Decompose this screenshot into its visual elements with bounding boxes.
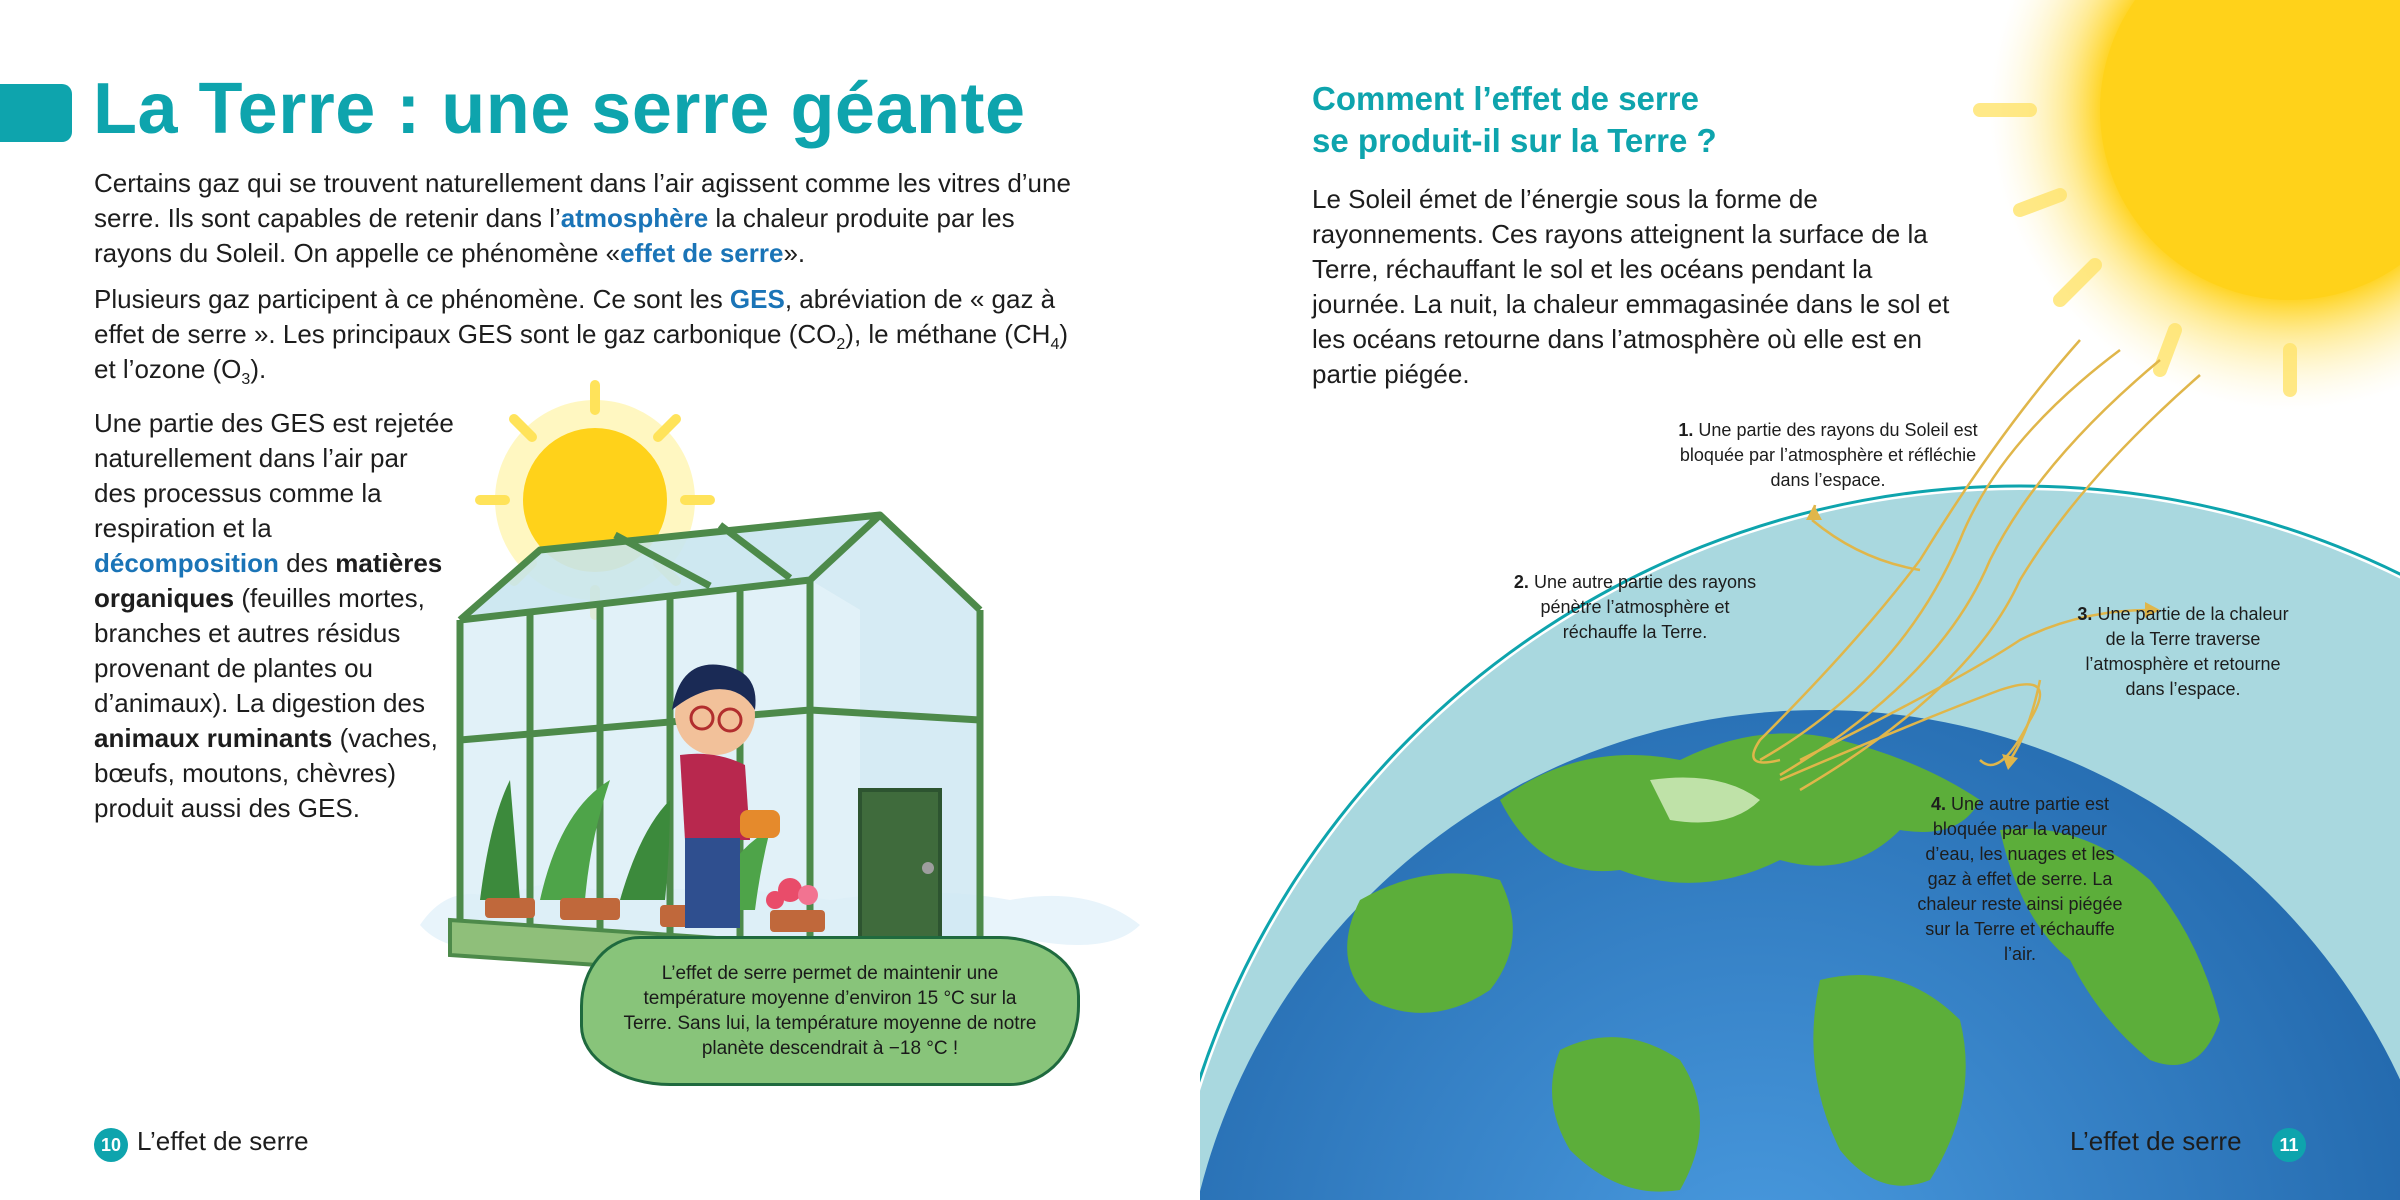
section-subtitle <box>1312 78 1717 162</box>
info-callout <box>580 936 1080 1086</box>
ges-text-5: ). <box>250 354 267 384</box>
annotation-1-text: Une partie des rayons du Soleil est bloquée par l’atmosphère et réfléchie dans l’espace. <box>1679 420 1978 490</box>
callout-text: L’effet de serre permet de maintenir une température moyenne d’environ 15 °C sur la Terre. Sans lui, la température moyenne de notre planète descendrait à −18 °C ! <box>623 963 1037 1059</box>
keyword-ges[interactable]: GES <box>729 284 785 314</box>
subtitle-line-2: se produit-il sur la Terre ? <box>1312 122 1717 159</box>
intro-text-3: ». <box>783 238 806 268</box>
annotation-1-number: 1. <box>1678 420 1694 440</box>
page-title: La Terre : une serre géante <box>93 69 1026 149</box>
annotation-3-text: Une partie de la chaleur de la Terre traverse l’atmosphère et retourne dans l’espace. <box>2085 604 2289 699</box>
annotation-2-number: 2. <box>1513 572 1529 592</box>
annotation-4-number: 4. <box>1930 794 1946 814</box>
explanation-paragraph: Le Soleil émet de l’énergie sous la forme de rayonnements. Ces rayons atteignent la surface de la Terre, réchauffant le sol et les océans pendant la journée. La nuit, la chaleur emmagasinée dans le sol et les océans retourne dans l’atmosphère où elle est en partie piégée. <box>1312 184 1950 389</box>
annotation-3 <box>2066 602 2300 702</box>
ges-text-4: ) et l’ozone (O <box>94 319 1069 384</box>
subscript-o3: 3 <box>241 371 251 388</box>
greenhouse-effect-diagram <box>1200 0 2400 1200</box>
sun-icon <box>1980 0 2400 410</box>
sources-paragraph <box>94 406 454 826</box>
ges-paragraph <box>94 282 1094 387</box>
annotation-4 <box>1912 792 2128 967</box>
ges-text-3: ), le méthane (CH <box>845 319 1051 349</box>
sources-text-1: Une partie des GES est rejetée naturellement dans l’air par des processus comme la respiration et la <box>94 408 454 543</box>
running-footer-label: L’effet de serre <box>2070 1126 2242 1156</box>
annotation-4-text: Une autre partie est bloquée par la vapeur d’eau, les nuages et les gaz à effet de serre. La chaleur reste ainsi piégée sur la Terre et réchauffe l’air. <box>1917 794 2123 964</box>
sources-text-2: des <box>278 548 336 578</box>
title-accent-bar <box>0 84 72 142</box>
bold-matieres-organiques: matières organiques <box>94 548 443 613</box>
intro-text-2: la chaleur produite par les rayons du Soleil. On appelle ce phénomène « <box>94 203 1015 268</box>
subtitle-line-1: Comment l’effet de serre <box>1312 80 1699 117</box>
intro-paragraph <box>94 166 1094 271</box>
ges-text-1: Plusieurs gaz participent à ce phénomène. Ce sont les <box>94 284 730 314</box>
annotation-2-text: Une autre partie des rayons pénètre l’atmosphère et réchauffe la Terre. <box>1528 572 1757 642</box>
page-number-badge: 11 <box>2272 1128 2306 1162</box>
sources-text-4: (vaches, bœufs, moutons, chèvres) produit aussi des GES. <box>94 723 438 823</box>
ges-text-2: , abréviation de « gaz à effet de serre ». Les principaux GES sont le gaz carbonique (CO <box>94 284 1056 349</box>
intro-text-1: Certains gaz qui se trouvent naturellement dans l’air agissent comme les vitres d’une serre. Ils sont capables de retenir dans l’ <box>94 168 1071 233</box>
annotation-1 <box>1658 418 1998 493</box>
annotation-3-number: 3. <box>2077 604 2093 624</box>
annotation-2 <box>1510 570 1760 645</box>
subscript-co2: 2 <box>836 336 846 353</box>
bold-animaux-ruminants: animaux ruminants <box>94 723 333 753</box>
subscript-ch4: 4 <box>1050 336 1060 353</box>
page-number-badge: 10 <box>94 1128 128 1162</box>
greenhouse-illustration <box>410 380 1150 980</box>
running-footer-label: L’effet de serre <box>137 1126 309 1156</box>
right-page <box>1200 0 2400 1200</box>
keyword-atmosphere[interactable]: atmosphère <box>560 203 709 233</box>
keyword-decomposition[interactable]: décomposition <box>94 548 279 578</box>
sources-text-3: (feuilles mortes, branches et autres résidus provenant de plantes ou d’animaux). La digestion des <box>94 583 425 718</box>
keyword-effet-de-serre[interactable]: effet de serre <box>620 238 784 268</box>
